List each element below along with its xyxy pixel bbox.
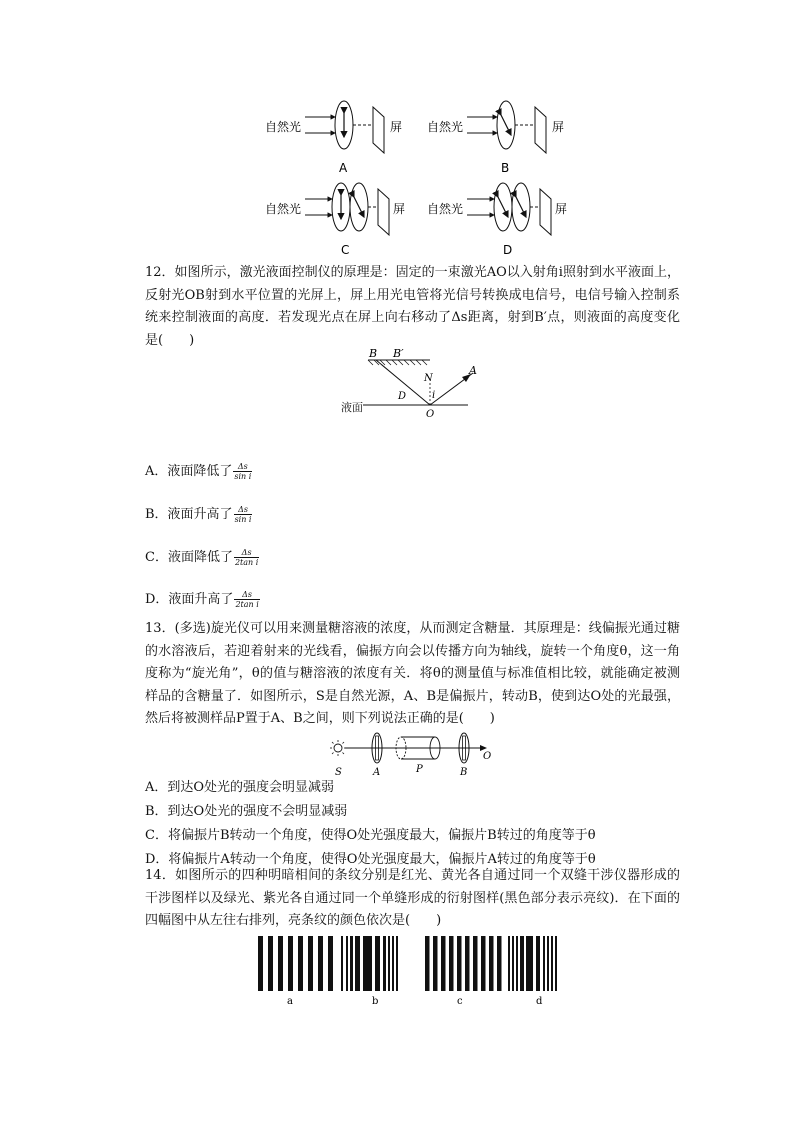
numerator: Δs bbox=[234, 505, 253, 515]
panel-label: B bbox=[501, 161, 510, 175]
q13-option-c[interactable]: C．将偏振片B转动一个角度，使得O处光强度最大，偏振片B转过的角度等于θ bbox=[145, 828, 596, 843]
fringe-d bbox=[551, 936, 553, 991]
point-o-label: O bbox=[483, 751, 492, 762]
fringe-b bbox=[355, 936, 360, 991]
fraction bbox=[234, 590, 259, 609]
polarizer-a-label: A bbox=[373, 767, 381, 778]
fringe-c bbox=[433, 936, 438, 991]
fringe-b bbox=[346, 936, 348, 991]
q12-stem: 12．如图所示，激光液面控制仪的原理是：固定的一束激光AO以入射角i照射到水平液面上，反射光OB射到水平位置的光屏上，屏上用光电管将光信号转换成电信号，电信号输入控制系统来控制液面的高度．若发现光点在屏上向右移动了Δs距离，射到B′点，则液面的高度变化是( ) bbox=[145, 265, 680, 348]
fringe-d bbox=[555, 936, 557, 991]
numerator: Δs bbox=[233, 462, 252, 472]
fringe-b bbox=[383, 936, 386, 991]
q13-stem: 13．(多选)旋光仪可以用来测量糖溶液的浓度，从而测定含糖量．其原理是：线偏振光通过糖的水溶液后，若迎着射来的光线看，偏振方向会以传播方向为轴线，旋转一个角度θ，这一角度称为“旋光角”，θ的值与糖溶液的浓度有关．将θ的测量值与标准值相比较，就能确定被测样品的含糖量了．如图所示，S是自然光源，A、B是偏振片，转动B，使到达O处的光最强，然后将被测样品P置于A、B之间，则下列说法正确的是( ) bbox=[145, 621, 680, 726]
incidence-angle-label: i bbox=[432, 390, 436, 401]
fringe-d bbox=[508, 936, 510, 991]
q13-option-a[interactable]: A．到达O处光的强度会明显减弱 bbox=[145, 780, 335, 795]
fringe-c bbox=[473, 936, 478, 991]
pattern-label-a: a bbox=[287, 996, 293, 1007]
q13-option-b[interactable]: B．到达O处光的强度不会明显减弱 bbox=[145, 804, 348, 819]
fringe-c bbox=[425, 936, 430, 991]
fraction bbox=[234, 505, 253, 524]
polarizer-b-label: B bbox=[460, 767, 468, 778]
point-b-label: B bbox=[369, 347, 378, 360]
q12-option-d[interactable] bbox=[145, 590, 260, 610]
fringe-d bbox=[512, 936, 514, 991]
fringe-d bbox=[516, 936, 518, 991]
liquid-surface-label: 液面 bbox=[341, 401, 363, 414]
fringe-d bbox=[536, 936, 540, 991]
fringe-bars bbox=[258, 936, 557, 991]
fringe-a bbox=[268, 936, 273, 991]
fringe-d bbox=[520, 936, 524, 991]
point-a-label: A bbox=[469, 364, 477, 377]
pattern-label-b: b bbox=[372, 996, 379, 1007]
screen-label: 屏 bbox=[552, 120, 565, 134]
denominator: 2tan i bbox=[234, 558, 259, 567]
fringe-b bbox=[363, 936, 372, 991]
denominator: sin i bbox=[234, 472, 252, 481]
fringe-a bbox=[288, 936, 293, 991]
sample-p-label: P bbox=[416, 764, 423, 775]
denominator: 2tan i bbox=[235, 600, 259, 609]
source-s-label: S bbox=[335, 767, 342, 778]
natural-light-label: 自然光 bbox=[427, 202, 464, 216]
pattern-label-c: c bbox=[457, 996, 463, 1007]
fringe-d bbox=[547, 936, 549, 991]
q12-option-c[interactable] bbox=[145, 548, 259, 568]
normal-label: N bbox=[424, 373, 433, 384]
fringe-a bbox=[308, 936, 313, 991]
fringe-c bbox=[489, 936, 494, 991]
q14-stem: 14．如图所示的四种明暗相间的条纹分别是红光、黄光各自通过同一个双缝干涉仪器形成的干涉图样以及绿光、紫光各自通过同一个单缝形成的衍射图样(黑色部分表示亮纹)．在下面的四幅图中从左往右排列，亮条纹的颜色依次是( ) bbox=[145, 868, 680, 928]
screen-label: 屏 bbox=[555, 202, 568, 216]
sun-icon bbox=[330, 740, 346, 756]
screen-label: 屏 bbox=[393, 202, 406, 216]
option-text: C．液面降低了 bbox=[145, 550, 233, 565]
fringe-b bbox=[375, 936, 380, 991]
fringe-a bbox=[318, 936, 323, 991]
fraction bbox=[234, 548, 259, 567]
fringe-c bbox=[457, 936, 462, 991]
fringe-b bbox=[388, 936, 390, 991]
fringe-c bbox=[449, 936, 454, 991]
fringe-c bbox=[481, 936, 486, 991]
panel-d bbox=[427, 183, 567, 257]
numerator: Δs bbox=[234, 590, 259, 600]
fringe-patterns-figure bbox=[255, 936, 575, 1008]
polarizer-figure bbox=[250, 95, 570, 265]
point-b-prime-label: B′ bbox=[393, 347, 404, 360]
panel-b bbox=[427, 101, 564, 175]
fringe-b bbox=[350, 936, 353, 991]
q12-option-a[interactable] bbox=[145, 462, 252, 482]
screen-label: 屏 bbox=[390, 120, 403, 134]
polarimeter-figure bbox=[325, 724, 500, 778]
fringe-b bbox=[396, 936, 398, 991]
fringe-c bbox=[441, 936, 446, 991]
option-text: D．液面升高了 bbox=[145, 592, 234, 607]
fringe-a bbox=[328, 936, 333, 991]
point-o-label: O bbox=[426, 409, 435, 419]
fraction bbox=[233, 462, 252, 481]
panel-label: D bbox=[503, 243, 513, 257]
point-d-label: D bbox=[398, 391, 407, 402]
fringe-a bbox=[258, 936, 263, 991]
fringe-b bbox=[392, 936, 394, 991]
fringe-d bbox=[543, 936, 545, 991]
panel-label: A bbox=[339, 161, 348, 175]
denominator: sin i bbox=[234, 515, 252, 524]
panel-label: C bbox=[341, 243, 350, 257]
panel-a bbox=[265, 101, 402, 175]
fringe-a bbox=[278, 936, 283, 991]
panel-c bbox=[265, 183, 405, 257]
option-text: B．液面升高了 bbox=[145, 507, 233, 522]
natural-light-label: 自然光 bbox=[427, 120, 464, 134]
fringe-c bbox=[497, 936, 502, 991]
q12-option-b[interactable] bbox=[145, 505, 252, 525]
q13-option-d[interactable]: D．将偏振片A转动一个角度，使得O处光强度最大，偏振片A转过的角度等于θ bbox=[145, 852, 596, 867]
numerator: Δs bbox=[234, 548, 259, 558]
natural-light-label: 自然光 bbox=[265, 120, 302, 134]
fringe-d bbox=[526, 936, 533, 991]
option-text: A．液面降低了 bbox=[145, 464, 233, 479]
pattern-label-d: d bbox=[536, 996, 543, 1007]
fringe-b bbox=[341, 936, 343, 991]
natural-light-label: 自然光 bbox=[265, 202, 302, 216]
fringe-c bbox=[465, 936, 470, 991]
fringe-a bbox=[298, 936, 303, 991]
